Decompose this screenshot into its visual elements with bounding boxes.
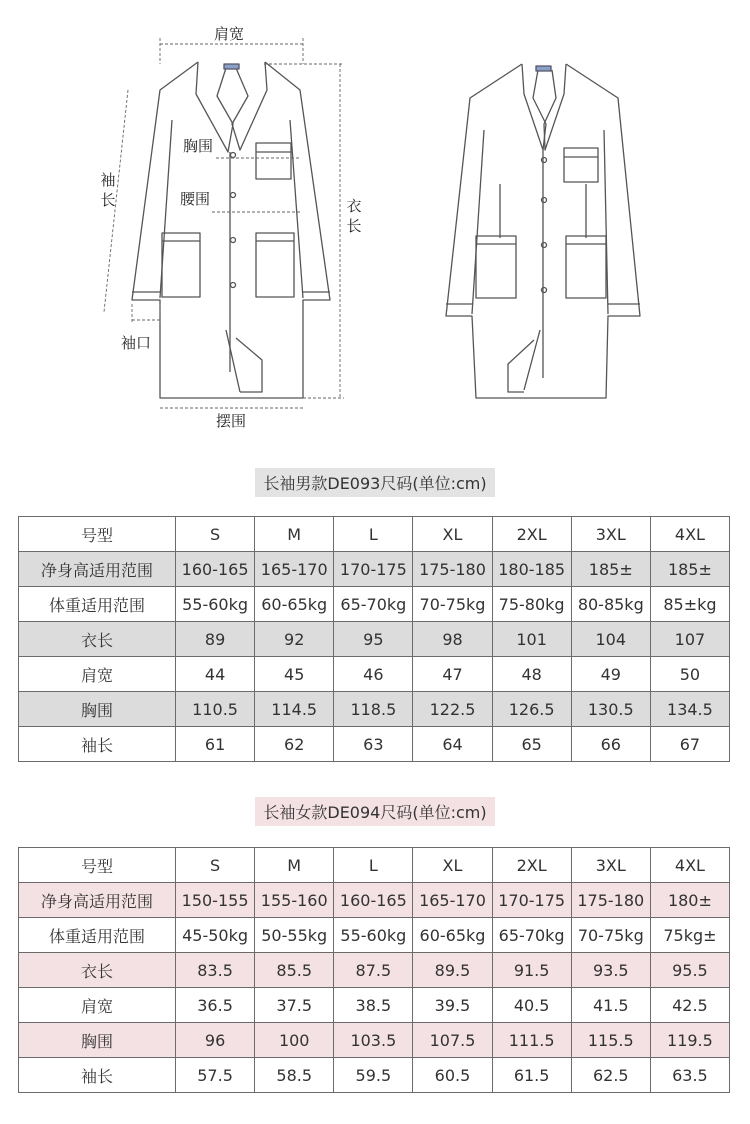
value-cell: 96	[176, 1023, 255, 1058]
table-row	[19, 727, 730, 762]
table-row	[19, 692, 730, 727]
value-cell: 85±kg	[650, 587, 729, 622]
value-cell: 63	[334, 727, 413, 762]
size-header-cell: 3XL	[571, 848, 650, 883]
size-header-cell: M	[255, 517, 334, 552]
size-header-cell: 4XL	[650, 848, 729, 883]
value-cell: 175-180	[571, 883, 650, 918]
table-row	[19, 953, 730, 988]
row-label-cell: 袖长	[19, 727, 176, 762]
value-cell: 130.5	[571, 692, 650, 727]
value-cell: 57.5	[176, 1058, 255, 1093]
value-cell: 65-70kg	[492, 918, 571, 953]
hem-label: 摆围	[216, 412, 247, 430]
size-header-cell: M	[255, 848, 334, 883]
chest-label: 胸围	[183, 137, 214, 155]
value-cell: 170-175	[492, 883, 571, 918]
table-row	[19, 657, 730, 692]
row-label-cell: 体重适用范围	[19, 587, 176, 622]
size-header-cell: 2XL	[492, 517, 571, 552]
header-row	[19, 848, 730, 883]
value-cell: 58.5	[255, 1058, 334, 1093]
value-cell: 60-65kg	[255, 587, 334, 622]
row-label-cell: 胸围	[19, 1023, 176, 1058]
value-cell: 61	[176, 727, 255, 762]
value-cell: 93.5	[571, 953, 650, 988]
women-size-table	[18, 847, 730, 1093]
table-row	[19, 988, 730, 1023]
value-cell: 155-160	[255, 883, 334, 918]
row-label-cell: 胸围	[19, 692, 176, 727]
women-size-title	[0, 797, 750, 826]
value-cell: 39.5	[413, 988, 492, 1023]
size-header-cell: L	[334, 517, 413, 552]
value-cell: 100	[255, 1023, 334, 1058]
women-size-title-text: 长袖女款DE094尺码(单位:cm)	[255, 797, 494, 826]
value-cell: 45	[255, 657, 334, 692]
men-size-title-text: 长袖男款DE093尺码(单位:cm)	[255, 468, 494, 497]
shoulder-width-label: 肩宽	[214, 25, 245, 43]
value-cell: 70-75kg	[571, 918, 650, 953]
value-cell: 175-180	[413, 552, 492, 587]
value-cell: 75-80kg	[492, 587, 571, 622]
value-cell: 110.5	[176, 692, 255, 727]
value-cell: 83.5	[176, 953, 255, 988]
value-cell: 61.5	[492, 1058, 571, 1093]
value-cell: 165-170	[413, 883, 492, 918]
value-cell: 92	[255, 622, 334, 657]
value-cell: 66	[571, 727, 650, 762]
value-cell: 185±	[571, 552, 650, 587]
size-header-cell: 4XL	[650, 517, 729, 552]
cuff-label: 袖口	[121, 334, 152, 352]
value-cell: 180-185	[492, 552, 571, 587]
coat-length-label: 衣长	[346, 197, 362, 235]
value-cell: 45-50kg	[176, 918, 255, 953]
row-label-cell: 净身高适用范围	[19, 883, 176, 918]
table-row	[19, 1058, 730, 1093]
sleeve-length-label: 袖长	[100, 171, 116, 209]
value-cell: 160-165	[334, 883, 413, 918]
size-header-cell: S	[176, 517, 255, 552]
value-cell: 37.5	[255, 988, 334, 1023]
table-row	[19, 918, 730, 953]
value-cell: 95	[334, 622, 413, 657]
waist-label: 腰围	[180, 190, 211, 208]
value-cell: 150-155	[176, 883, 255, 918]
table-row	[19, 622, 730, 657]
value-cell: 101	[492, 622, 571, 657]
table-row	[19, 552, 730, 587]
value-cell: 36.5	[176, 988, 255, 1023]
value-cell: 55-60kg	[334, 918, 413, 953]
value-cell: 180±	[650, 883, 729, 918]
header-label-cell: 号型	[19, 848, 176, 883]
value-cell: 50	[650, 657, 729, 692]
value-cell: 62.5	[571, 1058, 650, 1093]
table-row	[19, 587, 730, 622]
value-cell: 46	[334, 657, 413, 692]
value-cell: 118.5	[334, 692, 413, 727]
value-cell: 89.5	[413, 953, 492, 988]
size-header-cell: 3XL	[571, 517, 650, 552]
value-cell: 65	[492, 727, 571, 762]
header-label-cell: 号型	[19, 517, 176, 552]
lab-coat-illustrations	[0, 0, 750, 440]
value-cell: 59.5	[334, 1058, 413, 1093]
value-cell: 122.5	[413, 692, 492, 727]
value-cell: 107	[650, 622, 729, 657]
value-cell: 44	[176, 657, 255, 692]
value-cell: 115.5	[571, 1023, 650, 1058]
value-cell: 55-60kg	[176, 587, 255, 622]
value-cell: 42.5	[650, 988, 729, 1023]
value-cell: 41.5	[571, 988, 650, 1023]
value-cell: 85.5	[255, 953, 334, 988]
value-cell: 89	[176, 622, 255, 657]
value-cell: 70-75kg	[413, 587, 492, 622]
size-header-cell: S	[176, 848, 255, 883]
size-header-cell: L	[334, 848, 413, 883]
row-label-cell: 净身高适用范围	[19, 552, 176, 587]
value-cell: 103.5	[334, 1023, 413, 1058]
table-row	[19, 1023, 730, 1058]
value-cell: 98	[413, 622, 492, 657]
row-label-cell: 体重适用范围	[19, 918, 176, 953]
value-cell: 60.5	[413, 1058, 492, 1093]
value-cell: 64	[413, 727, 492, 762]
row-label-cell: 衣长	[19, 622, 176, 657]
table-row	[19, 883, 730, 918]
row-label-cell: 衣长	[19, 953, 176, 988]
value-cell: 111.5	[492, 1023, 571, 1058]
value-cell: 80-85kg	[571, 587, 650, 622]
row-label-cell: 肩宽	[19, 657, 176, 692]
men-size-table	[18, 516, 730, 762]
value-cell: 165-170	[255, 552, 334, 587]
value-cell: 62	[255, 727, 334, 762]
value-cell: 87.5	[334, 953, 413, 988]
header-row	[19, 517, 730, 552]
row-label-cell: 袖长	[19, 1058, 176, 1093]
value-cell: 50-55kg	[255, 918, 334, 953]
men-size-title	[0, 468, 750, 497]
value-cell: 67	[650, 727, 729, 762]
value-cell: 107.5	[413, 1023, 492, 1058]
size-header-cell: XL	[413, 848, 492, 883]
value-cell: 104	[571, 622, 650, 657]
value-cell: 38.5	[334, 988, 413, 1023]
size-header-cell: 2XL	[492, 848, 571, 883]
value-cell: 185±	[650, 552, 729, 587]
value-cell: 60-65kg	[413, 918, 492, 953]
value-cell: 119.5	[650, 1023, 729, 1058]
women-coat-drawing	[446, 64, 640, 398]
value-cell: 160-165	[176, 552, 255, 587]
value-cell: 65-70kg	[334, 587, 413, 622]
value-cell: 134.5	[650, 692, 729, 727]
value-cell: 126.5	[492, 692, 571, 727]
garment-diagram	[0, 0, 750, 440]
value-cell: 75kg±	[650, 918, 729, 953]
size-header-cell: XL	[413, 517, 492, 552]
value-cell: 114.5	[255, 692, 334, 727]
value-cell: 47	[413, 657, 492, 692]
value-cell: 91.5	[492, 953, 571, 988]
value-cell: 48	[492, 657, 571, 692]
value-cell: 95.5	[650, 953, 729, 988]
value-cell: 49	[571, 657, 650, 692]
value-cell: 40.5	[492, 988, 571, 1023]
value-cell: 170-175	[334, 552, 413, 587]
row-label-cell: 肩宽	[19, 988, 176, 1023]
value-cell: 63.5	[650, 1058, 729, 1093]
